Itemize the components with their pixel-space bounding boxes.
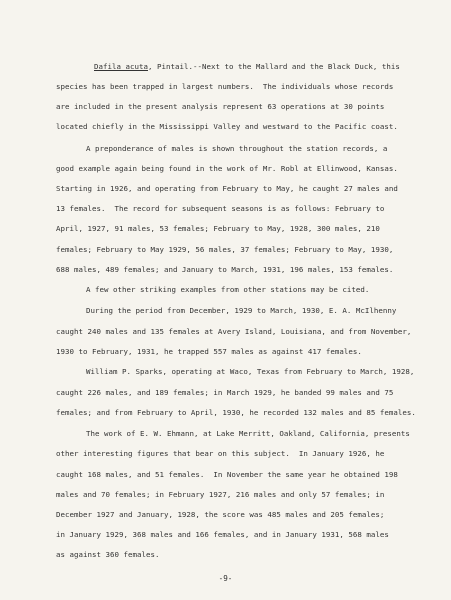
text-line-6: good example again being found in the work of Mr. Robl at Ellinwood, Kansas. [56, 164, 398, 173]
text-line-18: females; and from February to April, 1930, he recorded 132 males and 85 females. [56, 408, 416, 417]
text-line-8: 13 females. The record for subsequent seasons is as follows: February to [56, 204, 385, 213]
text-line-7: Starting in 1926, and operating from February to May, he caught 27 males and [56, 184, 398, 193]
text-line-24: in January 1929, 368 males and 166 females, and in January 1931, 568 males [56, 530, 389, 539]
text-line-2: species has been trapped in largest numbers. The individuals whose records [56, 82, 394, 91]
species-name: Dafila acuta [94, 62, 148, 71]
text-line-21: caught 168 males, and 51 females. In November the same year he obtained 198 [56, 470, 398, 479]
text-line-10: females; February to May 1929, 56 males, 37 females; February to May, 1930, [56, 245, 394, 254]
text-line-15: 1930 to February, 1931, he trapped 557 males as against 417 females. [56, 347, 362, 356]
text-line-5: A preponderance of males is shown throughout the station records, a [86, 144, 388, 153]
text-line-1 [94, 62, 436, 72]
page-number: -9- [218, 574, 233, 583]
text-line-17: caught 226 males, and 189 females; in March 1929, he banded 99 males and 75 [56, 388, 394, 397]
text-line-22: males and 70 females; in February 1927, 216 males and only 57 females; in [56, 490, 385, 499]
text-line-12: A few other striking examples from other stations may be cited. [86, 285, 370, 294]
text-line-4: located chiefly in the Mississippi Valley and westward to the Pacific coast. [56, 122, 398, 131]
text-line-19: The work of E. W. Ehmann, at Lake Merritt, Oakland, California, presents [86, 429, 410, 438]
text-line-25: as against 360 females. [56, 550, 160, 559]
text-line-11: 688 males, 489 females; and January to March, 1931, 196 males, 153 females. [56, 265, 394, 274]
text-line-9: April, 1927, 91 males, 53 females; February to May, 1928, 300 males, 210 [56, 224, 380, 233]
text-line-3: are included in the present analysis represent 63 operations at 30 points [56, 102, 385, 111]
text-line-16: William P. Sparks, operating at Waco, Texas from February to March, 1928, [86, 367, 415, 376]
text-line-1-rest: , Pintail.--Next to the Mallard and the Black Duck, this [147, 62, 400, 71]
text-line-14: caught 240 males and 135 females at Avery Island, Louisiana, and from November, [56, 327, 412, 336]
text-line-23: December 1927 and January, 1928, the score was 485 males and 205 females; [56, 510, 385, 519]
text-line-20: other interesting figures that bear on this subject. In January 1926, he [56, 449, 385, 458]
text-line-13: During the period from December, 1929 to March, 1930, E. A. McIlhenny [86, 306, 397, 315]
